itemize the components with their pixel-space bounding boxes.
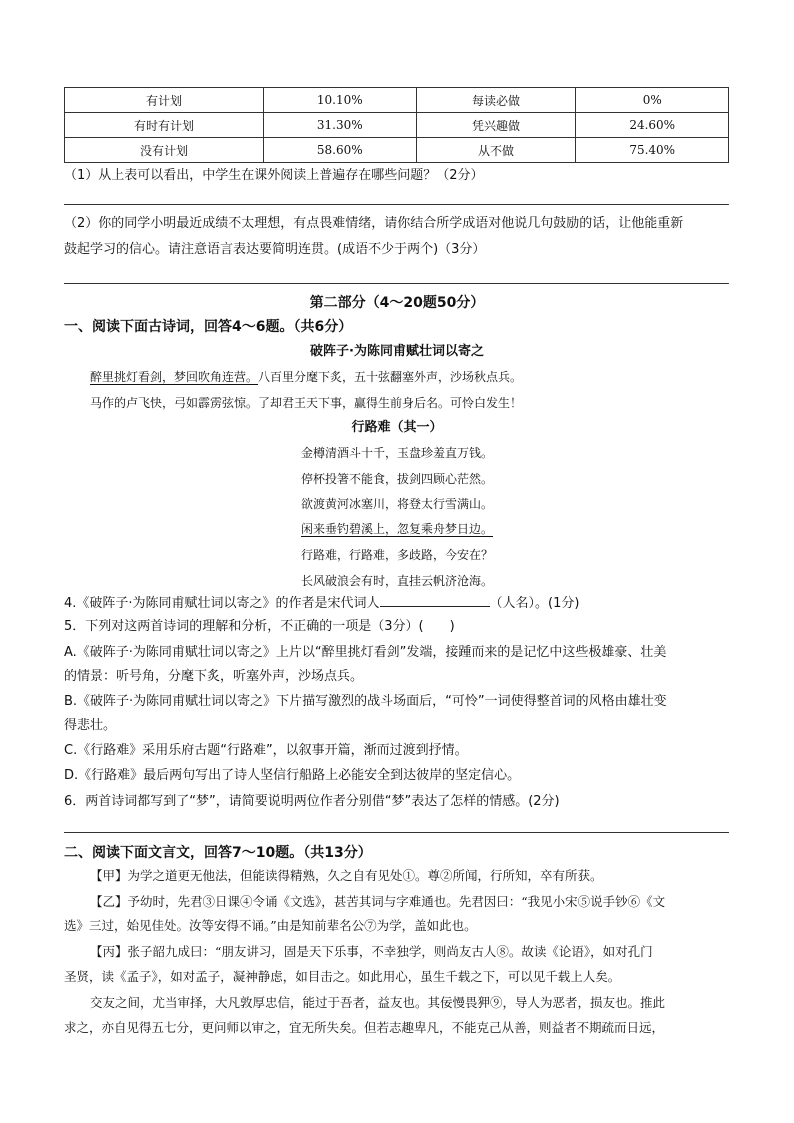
divider bbox=[64, 832, 729, 833]
option-c: C.《行路难》采用乐府古题“行路难”，以叙事开篇，渐而过渡到抒情。 bbox=[64, 743, 468, 758]
poem2-line bbox=[0, 519, 794, 539]
poem2-line-text: 金樽清酒斗十千，玉盘珍羞直万钱。 bbox=[300, 446, 493, 460]
table-cell: 58.60% bbox=[264, 138, 417, 163]
table-cell: 0% bbox=[576, 88, 729, 113]
poem2-line-text: 闲来垂钓碧溪上，忽复乘舟梦日边。 bbox=[300, 522, 493, 536]
poem2-line-text: 长风破浪会有时，直挂云帆济沧海。 bbox=[300, 574, 493, 588]
poem2-line bbox=[0, 571, 794, 591]
poem2-line bbox=[0, 494, 794, 514]
section2-heading: 二、阅读下面文言文，回答7～10题。（共13分） bbox=[64, 845, 372, 861]
question-4 bbox=[64, 592, 579, 614]
table-cell: 有计划 bbox=[65, 88, 264, 113]
survey-table bbox=[64, 87, 729, 163]
poem1-line1 bbox=[90, 367, 522, 387]
passage-bing-line1: 【丙】张子韶九成曰：“朋友讲习，固是天下乐事，不幸独学，则尚友古人⑧。故读《论语》，如对孔门 bbox=[90, 944, 653, 959]
table-row bbox=[65, 138, 729, 163]
poem1-underlined-text: 醉里挑灯看剑，梦回吹角连营。 bbox=[90, 370, 259, 384]
passage-yi-line2: 选》三过，始见佳处。汝等安得不诵。”由是知前辈名公⑦为学，盖如此也。 bbox=[64, 918, 477, 933]
poem2-line-text: 停杯投箸不能食，拔剑四顾心茫然。 bbox=[300, 472, 493, 486]
option-d: D.《行路难》最后两句写出了诗人坚信行船路上必能安全到达彼岸的坚定信心。 bbox=[64, 768, 521, 783]
passage-jia: 【甲】为学之道更无他法，但能读得精熟，久之自有见处①。尊②所闻，行所知，卒有所获。 bbox=[90, 868, 603, 883]
question-2-line1: （2）你的同学小明最近成绩不太理想，有点畏难情绪，请你结合所学成语对他说几句鼓励的话，让他能重新 bbox=[64, 216, 684, 231]
question-1: （1）从上表可以看出，中学生在课外阅读上普遍存在哪些问题？（2分） bbox=[64, 168, 484, 183]
table-cell: 每读必做 bbox=[416, 88, 576, 113]
table-cell: 从不做 bbox=[416, 138, 576, 163]
passage-bing-line4: 求之，亦自见得五七分，更问师以审之，宜无所失矣。但若志趣卑凡，不能克己从善，则益者不期疏而日远， bbox=[64, 1020, 665, 1035]
section1-heading: 一、阅读下面古诗词，回答4～6题。（共6分） bbox=[64, 319, 353, 335]
question-5: 5．下列对这两首诗词的理解和分析，不正确的一项是（3分）( ) bbox=[64, 619, 455, 634]
poem1-title: 破阵子·为陈同甫赋壮词以寄之 bbox=[310, 344, 484, 359]
table-cell: 没有计划 bbox=[65, 138, 264, 163]
question-6: 6．两首诗词都写到了“梦”，请简要说明两位作者分别借“梦”表达了怎样的情感。(2分) bbox=[64, 794, 560, 809]
table-cell: 75.40% bbox=[576, 138, 729, 163]
poem2-line-text: 欲渡黄河冰塞川，将登太行雪满山。 bbox=[300, 497, 493, 511]
question-4-suffix: （人名）。(1分) bbox=[489, 596, 580, 611]
table-row bbox=[65, 88, 729, 113]
passage-bing-line2: 圣贤，读《孟子》，如对孟子，凝神静虑，如目击之。如此用心，虽生千载之下，可以见千载上人矣。 bbox=[64, 969, 621, 984]
option-a-line1: A.《破阵子·为陈同甫赋壮词以寄之》上片以“醉里挑灯看剑”发端，接踵而来的是记忆中这些极雄豪、壮美 bbox=[64, 645, 667, 660]
poem2-title: 行路难（其一） bbox=[351, 420, 443, 435]
table-cell: 24.60% bbox=[576, 113, 729, 138]
answer-blank[interactable] bbox=[380, 592, 490, 607]
question-2-line2: 鼓起学习的信心。请注意语言表达要简明连贯。(成语不少于两个)（3分） bbox=[64, 242, 486, 257]
poem2-line bbox=[0, 443, 794, 463]
table-cell: 10.10% bbox=[264, 88, 417, 113]
part2-title: 第二部分（4～20题50分） bbox=[309, 295, 485, 311]
poem1-line2: 马作的卢飞快，弓如霹雳弦惊。了却君王天下事，赢得生前身后名。可怜白发生！ bbox=[90, 396, 523, 410]
option-b-line1: B.《破阵子·为陈同甫赋壮词以寄之》下片描写激烈的战斗场面后，“可怜”一词使得整首词的风格由雄壮变 bbox=[64, 694, 667, 709]
poem1-line1-rest: 八百里分麾下炙，五十弦翻塞外声，沙场秋点兵。 bbox=[258, 370, 523, 384]
poem2-line bbox=[0, 469, 794, 489]
passage-bing-line3: 交友之间，尤当审择，大凡敦厚忠信，能过于吾者，益友也。其佞慢畏狎⑨，导人为恶者，损友也。推此 bbox=[90, 995, 666, 1010]
option-a-line2: 的情景：听号角，分麾下炙，听塞外声，沙场点兵。 bbox=[64, 669, 364, 684]
passage-yi-line1: 【乙】予幼时，先君③日课④令诵《文选》，甚苦其词与字难通也。先君因曰：“我见小宋⑤说手钞⑥《文 bbox=[90, 894, 666, 909]
table-cell: 凭兴趣做 bbox=[416, 113, 576, 138]
question-4-text: 4.《破阵子·为陈同甫赋壮词以寄之》的作者是宋代词人 bbox=[64, 596, 380, 611]
divider bbox=[64, 283, 729, 284]
option-b-line2: 得悲壮。 bbox=[64, 718, 117, 733]
table-cell: 有时有计划 bbox=[65, 113, 264, 138]
poem2-line bbox=[0, 545, 794, 565]
poem2-line-text: 行路难，行路难，多歧路，今安在？ bbox=[300, 548, 493, 562]
divider bbox=[64, 204, 729, 205]
table-cell: 31.30% bbox=[264, 113, 417, 138]
table-row bbox=[65, 113, 729, 138]
